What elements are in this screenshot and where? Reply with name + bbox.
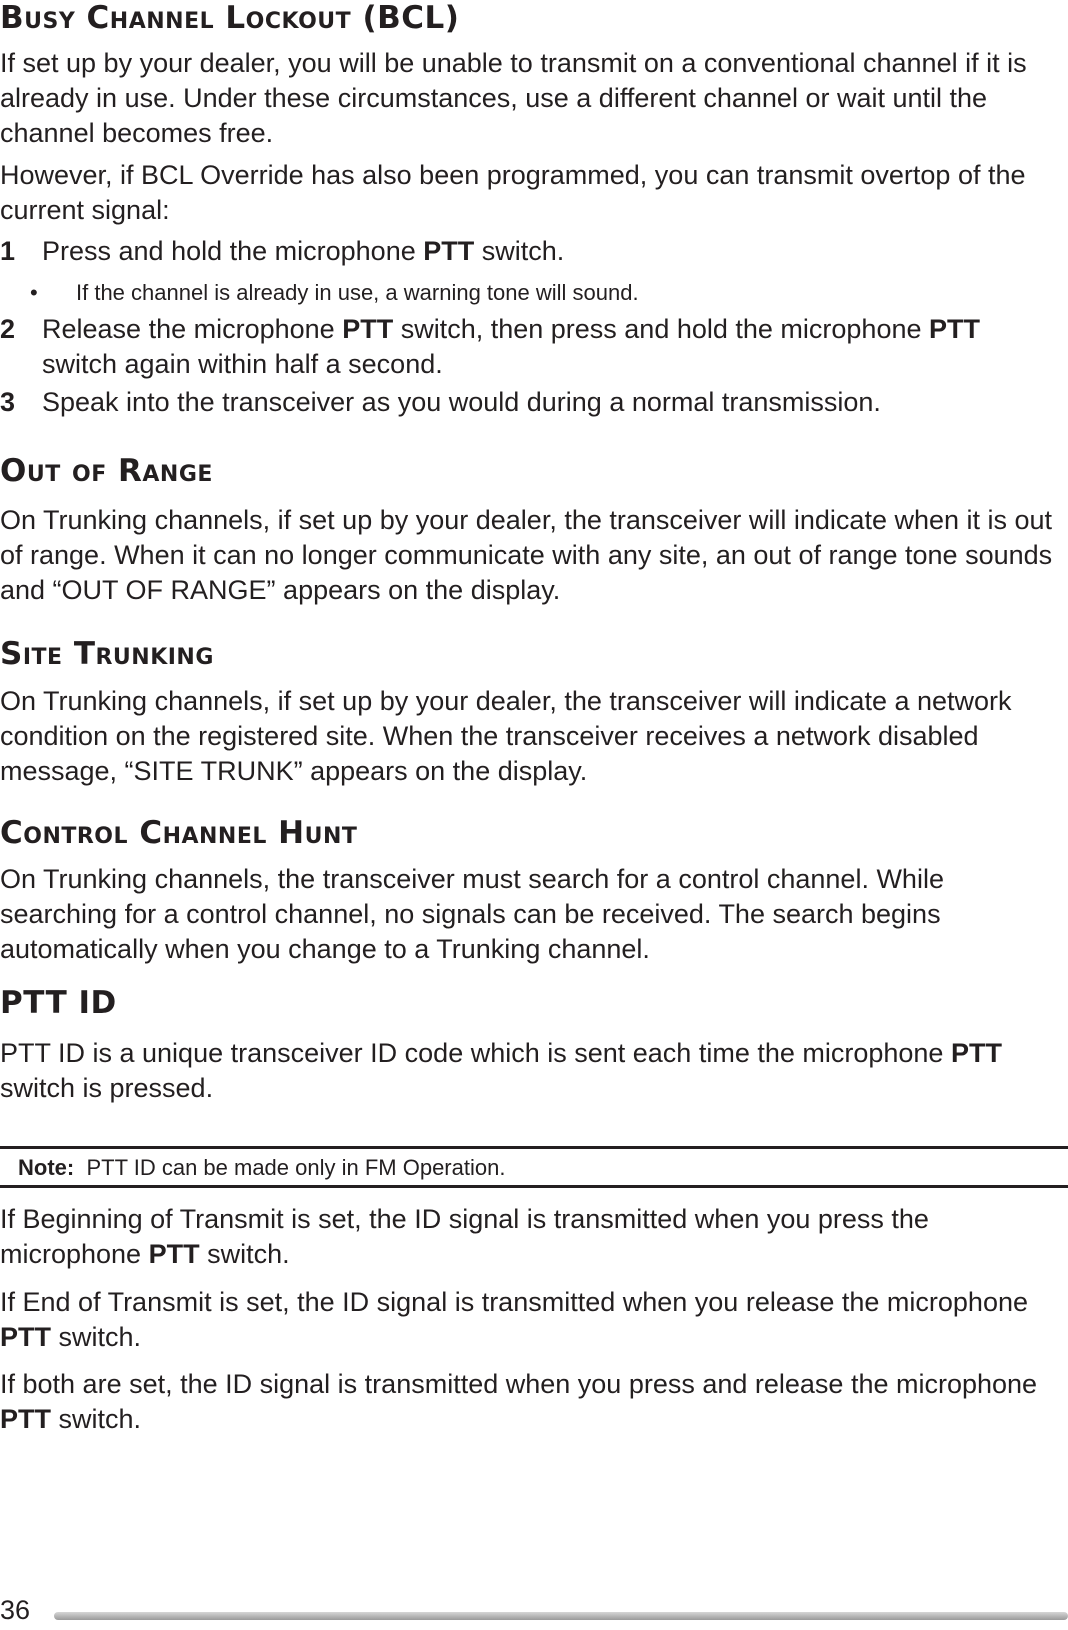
bcl-paragraph-2: However, if BCL Override has also been programmed, you can transmit overtop of the current signal: <box>0 160 1026 225</box>
bcl-paragraph-1: If set up by your dealer, you will be unable to transmit on a conventional channel if it is already in use. Under these circumstances, use a different channel or wait until the channel becomes free. <box>0 48 1027 148</box>
ptt-id-paragraph-1: PTT ID is a unique transceiver ID code which is sent each time the microphone PTT switch is pressed. <box>0 1038 1002 1103</box>
page-number: 36 <box>0 1595 31 1625</box>
section-title-control-channel-hunt: Control Channel Hunt <box>0 815 358 851</box>
section-title-site-trunking: Site Trunking <box>0 636 214 672</box>
step-number: 1 <box>0 236 16 266</box>
bullet-icon: • <box>30 280 38 305</box>
control-channel-hunt-paragraph: On Trunking channels, the transceiver must search for a control channel. While searching for a control channel, no signals can be received. The search begins automatically when you change to a Trunking channel. <box>0 864 944 964</box>
ptt-id-paragraph-4: If both are set, the ID signal is transmitted when you press and release the microphone PTT switch. <box>0 1369 1038 1434</box>
note-box <box>0 1146 1068 1188</box>
step-text: Release the microphone PTT switch, then press and hold the microphone PTT switch again within half a second. <box>42 314 980 379</box>
footer-rule <box>54 1612 1068 1620</box>
note-text: Note: PTT ID can be made only in FM Operation. <box>18 1155 506 1180</box>
bcl-bullet <box>30 278 639 308</box>
out-of-range-paragraph: On Trunking channels, if set up by your dealer, the transceiver will indicate when it is out of range. When it can no longer communicate with any site, an out of range tone sounds and “OUT OF RANGE” appears on the display. <box>0 505 1053 605</box>
bcl-step-1 <box>0 234 1062 269</box>
bcl-step-2 <box>0 312 1062 382</box>
step-number: 3 <box>0 387 16 417</box>
step-text: Press and hold the microphone PTT switch. <box>42 236 565 266</box>
bcl-step-3 <box>0 385 1062 420</box>
bullet-text: If the channel is already in use, a warning tone will sound. <box>76 280 639 305</box>
ptt-id-paragraph-3: If End of Transmit is set, the ID signal is transmitted when you release the microphone PTT switch. <box>0 1287 1028 1352</box>
section-title-bcl: Busy Channel Lockout (BCL) <box>0 0 460 36</box>
section-title-out-of-range: Out of Range <box>0 453 213 489</box>
note-label: Note: <box>18 1155 75 1180</box>
step-number: 2 <box>0 314 16 344</box>
ptt-id-paragraph-2: If Beginning of Transmit is set, the ID signal is transmitted when you press the microphone PTT switch. <box>0 1204 929 1269</box>
section-title-ptt-id: PTT ID <box>0 985 117 1021</box>
step-text: Speak into the transceiver as you would during a normal transmission. <box>42 387 881 417</box>
site-trunking-paragraph: On Trunking channels, if set up by your dealer, the transceiver will indicate a network condition on the registered site. When the transceiver receives a network disabled message, “SITE TRUNK” appears on the display. <box>0 686 1012 786</box>
